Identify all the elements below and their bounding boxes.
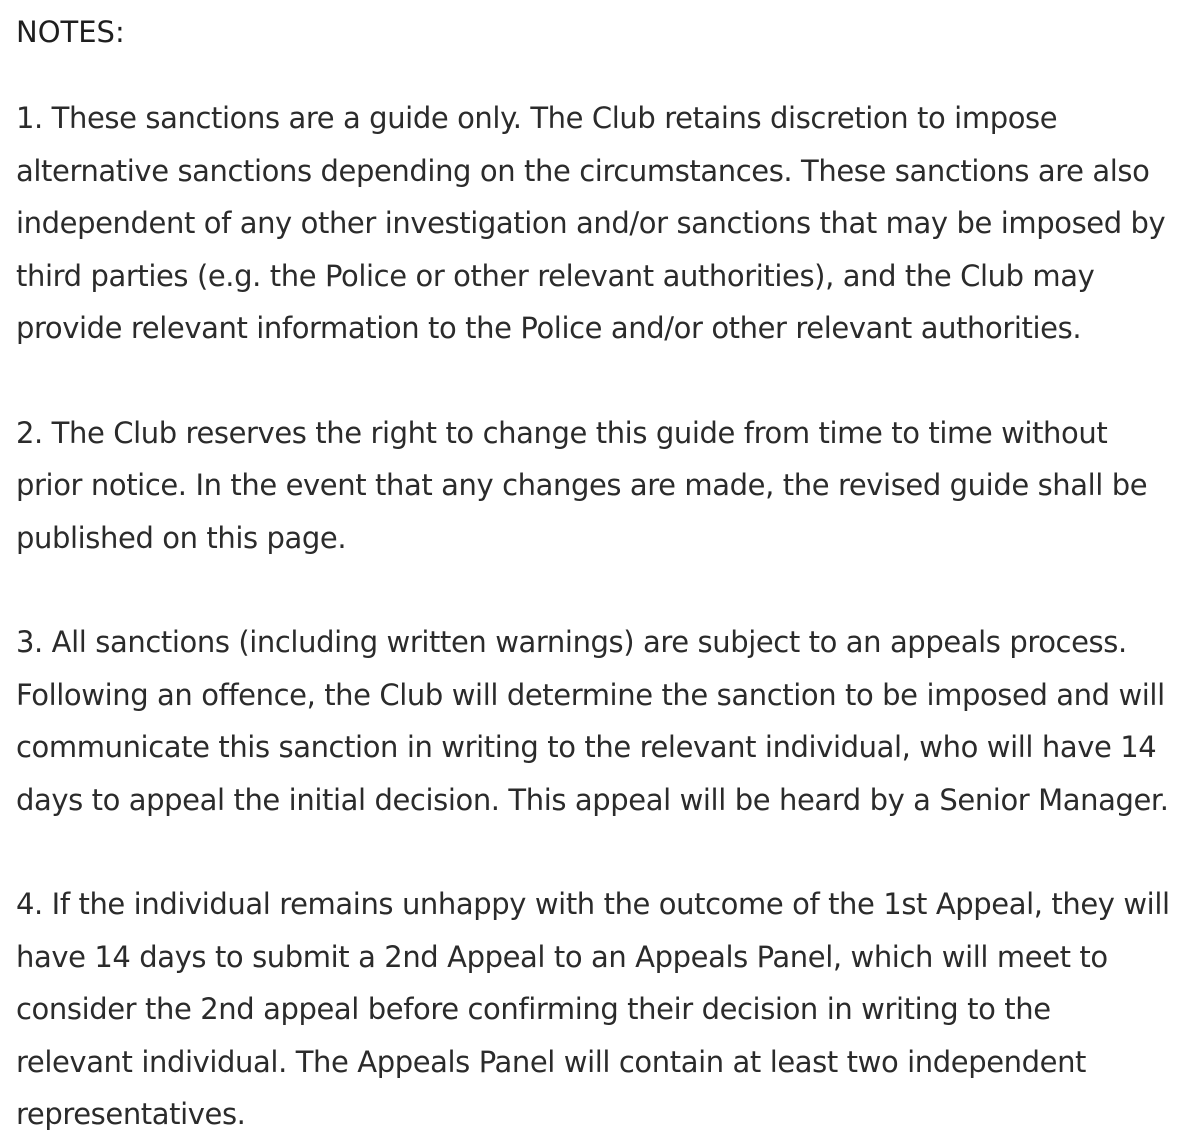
note-paragraph-1: 1. These sanctions are a guide only. The Club retains discretion to impose alternative sanctions depending on the circumstances. These sanctions are also independent of any other investigation and/or sanctions that may be imposed by third parties (e.g. the Police or other relevant authorities), and the Club may provide relevant information to the Police and/or other relevant authorities. [16, 101, 1166, 345]
note-paragraph-4: 4. If the individual remains unhappy with the outcome of the 1st Appeal, they will have 14 days to submit a 2nd Appeal to an Appeals Panel, which will meet to consider the 2nd appeal before confirming their decision in writing to the relevant individual. The Appeals Panel will contain at least two independent representatives. [16, 887, 1170, 1131]
notes-heading: NOTES: [16, 15, 125, 49]
note-paragraph-2: 2. The Club reserves the right to change this guide from time to time without prior notice. In the event that any changes are made, the revised guide shall be published on this page. [16, 415, 1148, 555]
note-paragraph-3: 3. All sanctions (including written warnings) are subject to an appeals process. Following an offence, the Club will determine the sanction to be imposed and will communicate this sanction in writing to the relevant individual, who will have 14 days to appeal the initial decision. This appeal will be heard by a Senior Manager. [16, 625, 1169, 817]
